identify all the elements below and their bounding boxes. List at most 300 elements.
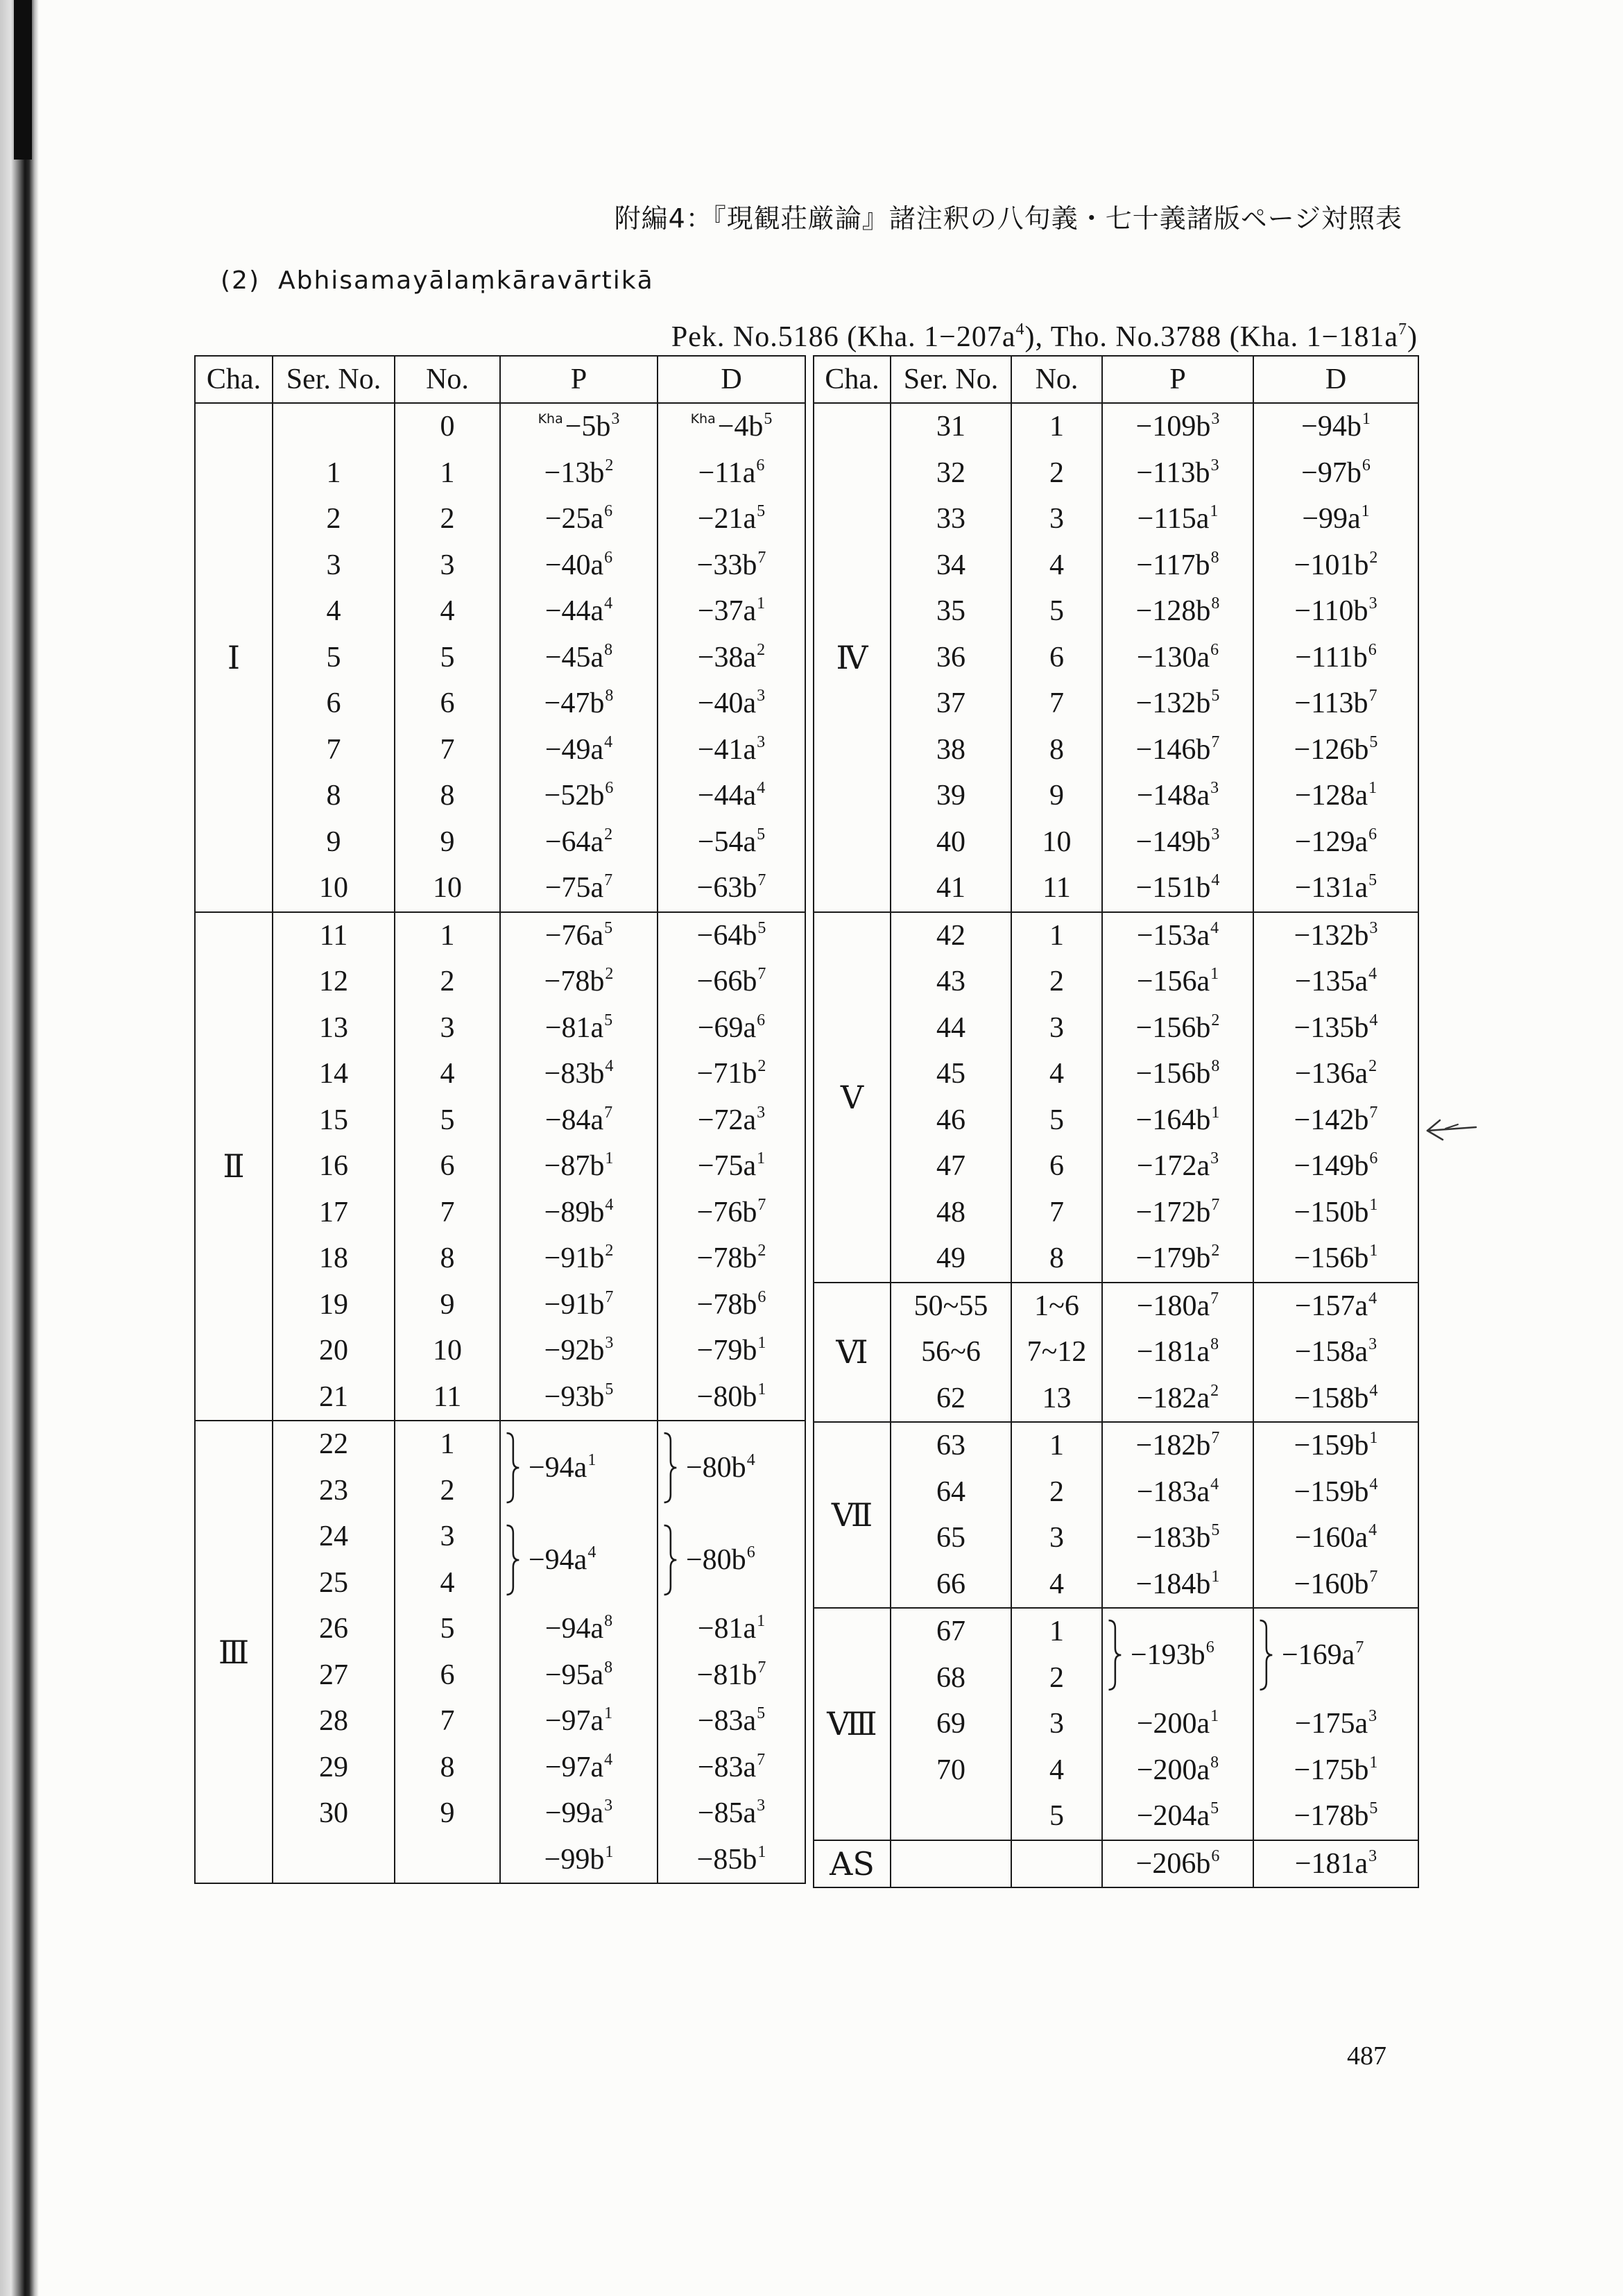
right-table-body [814,403,1418,1887]
table-row [814,1097,1418,1144]
number-cell: 9 [395,819,500,866]
page-reference [1294,1012,1378,1044]
peking-page-cell [1102,959,1253,1005]
page-reference [545,1104,612,1136]
table-row [195,1698,805,1745]
page-reference [686,1450,755,1484]
peking-page-cell [1102,1235,1253,1283]
table-row [814,865,1418,912]
page-reference-value: −92b [544,1335,605,1367]
table-row [195,1374,805,1421]
peking-page-cell [1102,635,1253,681]
running-title: 附編4：『現観荘厳論』諸注釈の八句義・七十義諸版ページ対照表 [614,203,1402,234]
page-reference [698,1705,765,1737]
derge-page-cell [658,1837,805,1884]
right-brace-icon [1258,1616,1273,1694]
table-row [814,588,1418,635]
page-reference-value: −85b [696,1843,757,1876]
line-number-superscript: 6 [1210,640,1219,659]
peking-page-cell [1102,1283,1253,1330]
page-number: 487 [1347,2041,1386,2071]
peking-page-cell [500,1837,658,1884]
derge-page-cell [1253,1097,1418,1144]
page-reference-value: −41a [697,733,757,766]
line-number-superscript: 1 [757,1149,766,1168]
serial-number-cell: 70 [891,1747,1011,1794]
derge-page-cell [658,959,805,1005]
table-row [195,727,805,773]
column-header: Ser. No. [273,356,395,403]
serial-number-cell [891,1793,1011,1840]
page-reference-value: −142b [1294,1104,1369,1136]
page-reference [1295,872,1377,904]
table-row [195,542,805,589]
line-number-superscript: 4 [604,1750,613,1769]
peking-page-cell [500,680,658,727]
page-reference [544,1197,614,1228]
line-number-superscript: 3 [1210,779,1219,798]
number-cell: 1 [1011,912,1102,959]
derge-page-cell [658,1051,805,1097]
number-cell: 4 [1011,1051,1102,1097]
page-reference [544,1242,614,1274]
line-number-superscript: 2 [1211,1011,1220,1029]
page-reference [1137,642,1219,674]
page-reference [1295,966,1377,997]
column-header: Ser. No. [891,356,1011,403]
table-row [195,912,805,959]
page-reference [1295,826,1377,858]
number-cell: 2 [395,1468,500,1514]
section-heading [221,266,654,295]
line-number-superscript: 8 [604,1658,613,1677]
page-reference [545,595,612,627]
page-reference-value: −129a [1294,825,1368,858]
page-reference [1294,1382,1378,1414]
peking-page-cell [500,773,658,819]
line-number-superscript: 7 [1368,687,1377,705]
page-reference-value: −54a [697,825,757,858]
page-reference [544,1150,614,1182]
table-row [814,1469,1418,1516]
serial-number-cell: 5 [273,635,395,681]
derge-page-cell [658,1374,805,1421]
peking-page-cell [1102,1376,1253,1423]
page-reference-value: −94a [529,1543,587,1576]
number-cell: 10 [395,865,500,912]
page-reference [538,411,620,443]
serial-number-cell: 62 [891,1376,1011,1423]
line-number-superscript: 2 [605,965,614,984]
page-reference-value: −38a [697,641,757,674]
left-table [194,355,806,1884]
page-reference [698,734,765,766]
line-number-superscript: 1 [1211,1567,1220,1586]
page-reference [698,780,765,812]
serial-number-cell: 10 [273,865,395,912]
peking-page-cell [500,1005,658,1052]
column-header: Cha. [195,356,273,403]
line-number-superscript: 3 [1211,825,1220,843]
number-cell: 7 [395,1190,500,1236]
peking-page-cell [1102,1793,1253,1840]
page-reference-value: −83a [697,1705,757,1738]
line-number-superscript: 1 [1210,502,1219,521]
line-number-superscript: 7 [605,1287,614,1306]
peking-page-cell [1102,1190,1253,1236]
page-reference-value: −99a [544,1797,604,1830]
chapter-cell: Ⅷ [814,1608,891,1840]
serial-number-cell: 29 [273,1745,395,1791]
table-row [195,1097,805,1144]
page-reference [1294,1800,1378,1832]
serial-number-cell: 35 [891,588,1011,635]
line-number-superscript: 4 [1369,1475,1378,1493]
line-number-superscript: 3 [1368,594,1377,613]
page-reference-value: −94a [529,1451,587,1484]
serial-number-cell: 4 [273,588,395,635]
table-row [814,1793,1418,1840]
serial-number-cell: 12 [273,959,395,1005]
page-reference [544,1289,614,1321]
line-number-superscript: 2 [757,1057,766,1076]
derge-page-cell [1253,1329,1418,1376]
page-reference-value: −71b [696,1058,757,1090]
line-number-superscript: 2 [757,640,766,659]
line-number-superscript: 1 [1210,1707,1219,1726]
line-number-superscript: 7 [1211,1195,1220,1214]
left-table-header [195,356,805,403]
page-reference-value: −200a [1136,1754,1210,1786]
line-number-superscript: 2 [1368,1057,1377,1076]
braced-value [1254,1616,1418,1694]
page-reference [545,642,612,674]
derge-page-cell [1253,1747,1418,1794]
page-reference [698,687,765,719]
serial-number-cell: 44 [891,1005,1011,1052]
line-number-superscript: 3 [757,687,766,705]
derge-page-cell [658,1606,805,1652]
number-cell: 2 [1011,1469,1102,1516]
serial-number-cell: 34 [891,542,1011,589]
number-cell: 5 [1011,1793,1102,1840]
derge-page-cell [658,635,805,681]
serial-number-cell: 26 [273,1606,395,1652]
derge-page-cell [658,819,805,866]
edition-note [671,320,1418,354]
page-reference-value: −149b [1135,825,1211,858]
serial-number-cell: 65 [891,1515,1011,1561]
page-reference [1137,1382,1219,1414]
serial-number-cell: 41 [891,865,1011,912]
line-number-superscript: 6 [756,456,765,474]
line-number-superscript: 3 [1368,1707,1377,1726]
page-reference-value: −113b [1294,687,1368,720]
page-reference [1282,1640,1364,1670]
page-reference-value: −158b [1294,1382,1369,1414]
page-reference-value: −126b [1294,733,1369,766]
chapter-cell: AS [814,1840,891,1888]
chapter-cell: Ⅳ [814,403,891,912]
table-row [814,1143,1418,1190]
handwritten-arrow-mark [1422,1112,1479,1148]
page-reference-value: −151b [1135,872,1211,905]
line-number-superscript: 1 [1369,1753,1378,1772]
peking-page-cell [500,635,658,681]
peking-page-cell [1102,496,1253,542]
derge-page-cell [1253,542,1418,589]
line-number-superscript: 3 [605,1334,614,1353]
number-cell: 3 [395,542,500,589]
line-number-superscript: 4 [1368,965,1377,984]
line-number-superscript: 7 [1211,1429,1220,1448]
page-reference [545,734,612,766]
number-cell: 4 [395,1560,500,1607]
line-number-superscript: 4 [604,733,613,751]
peking-page-cell [1102,1701,1253,1747]
page-reference-value: −75a [697,1150,757,1183]
number-cell: 5 [1011,588,1102,635]
page-reference-value: −131a [1294,872,1368,905]
page-reference [1294,1242,1378,1274]
page-reference [1137,1150,1219,1182]
peking-page-cell [1102,1005,1253,1052]
page-reference [1136,457,1219,489]
page-reference [545,1751,612,1783]
derge-page-cell [658,1282,805,1328]
page-reference [697,1058,766,1090]
page-reference [1137,780,1219,812]
table-row [195,1421,805,1468]
line-number-superscript: 7 [1355,1638,1364,1656]
page-reference-value: −91b [544,1288,605,1321]
table-row [195,819,805,866]
peking-page-cell [1102,865,1253,912]
table-row [195,1606,805,1652]
peking-page-cell [500,1698,658,1745]
peking-page-cell [500,450,658,497]
serial-number-cell: 6 [273,680,395,727]
table-row [195,1143,805,1190]
page-reference [544,1335,614,1367]
page-reference [698,1150,765,1182]
line-number-superscript: 7 [757,1658,766,1677]
peking-page-cell [1102,727,1253,773]
derge-page-cell [1253,959,1418,1005]
serial-number-cell: 42 [891,912,1011,959]
page-reference-value: −110b [1294,595,1368,628]
line-number-superscript: 1 [1369,1429,1378,1448]
page-reference [544,1381,614,1413]
serial-number-cell: 25 [273,1560,395,1607]
table-row [195,1652,805,1699]
page-reference-value: −159b [1294,1430,1369,1462]
serial-number-cell: 36 [891,635,1011,681]
derge-page-cell [1253,496,1418,542]
page-reference-value: −44a [544,595,604,628]
number-cell: 3 [1011,1701,1102,1747]
number-cell: 4 [395,588,500,635]
page-reference [545,1613,612,1645]
page-reference [698,457,765,489]
header-row [195,356,805,403]
peking-page-cell [1102,1747,1253,1794]
header-row [814,356,1418,403]
serial-number-cell: 17 [273,1190,395,1236]
line-number-superscript: 7 [757,1750,766,1769]
line-number-superscript: 1 [587,1450,596,1469]
serial-number-cell: 7 [273,727,395,773]
page-reference [1301,411,1371,443]
page-reference-value: −115a [1137,503,1210,536]
peking-edition-text: Pek. No.5186 (Kha. 1−207a [671,321,1016,353]
number-cell: 8 [395,773,500,819]
line-number-superscript: 4 [1369,1011,1378,1029]
peking-page-cell [500,727,658,773]
page-reference-value: −64a [544,825,604,858]
derge-page-cell [658,496,805,542]
page-reference [1136,826,1220,858]
page-reference [698,1012,765,1044]
page-reference-value: −99a [1302,503,1361,536]
line-number-superscript: 3 [604,1797,613,1815]
table-row [814,727,1418,773]
chapter-cell: Ⅴ [814,912,891,1283]
table-row [814,1515,1418,1561]
line-number-superscript: 7 [1210,1289,1219,1308]
page-reference-value: −111b [1295,641,1368,674]
serial-number-cell: 19 [273,1282,395,1328]
braced-value [658,1429,805,1507]
derge-page-cell [1253,1793,1418,1840]
table-row [814,1608,1418,1655]
page-reference-value: −97a [544,1751,604,1783]
right-brace-icon [505,1429,520,1507]
page-reference [1136,1848,1220,1880]
page-reference [1294,549,1378,581]
serial-number-cell: 13 [273,1005,395,1052]
page-reference-value: −83a [697,1751,757,1783]
number-cell: 1 [1011,1422,1102,1469]
line-number-superscript: 5 [1211,1521,1220,1540]
line-number-superscript: 8 [605,687,614,705]
line-number-superscript: 6 [1362,456,1371,474]
line-number-superscript: 2 [757,1242,766,1260]
serial-number-cell: 46 [891,1097,1011,1144]
number-cell: 5 [395,1606,500,1652]
serial-number-cell: 43 [891,959,1011,1005]
serial-number-cell: 23 [273,1468,395,1514]
line-number-superscript: 2 [1369,548,1378,567]
peking-page-cell [500,1374,658,1421]
line-number-superscript: 4 [605,1057,614,1076]
line-number-superscript: 2 [1211,1242,1220,1260]
serial-number-cell: 27 [273,1652,395,1699]
serial-number-cell: 39 [891,773,1011,819]
page-reference-value: −37a [697,595,757,628]
braced-value [501,1429,657,1507]
tohoku-edition-text: ), Tho. No.3788 (Kha. 1−181a [1024,321,1398,353]
derge-page-cell [1253,1005,1418,1052]
page-reference [1137,1708,1219,1740]
page-reference [1136,1430,1220,1462]
table-row [814,1329,1418,1376]
derge-page-cell [658,1097,805,1144]
derge-page-cell [658,865,805,912]
line-number-superscript: 6 [1205,1638,1214,1656]
page-reference-value: −172b [1135,1196,1211,1228]
page-reference [697,1659,766,1691]
line-number-superscript: 6 [1368,640,1377,659]
page-reference-value: −95a [544,1659,604,1691]
derge-page-cell [1253,1235,1418,1283]
derge-page-cell [1253,865,1418,912]
column-header: No. [1011,356,1102,403]
number-cell: 7 [395,1698,500,1745]
page-reference-value: −160a [1294,1522,1368,1554]
table-row [195,1282,805,1328]
page-reference-value: −156a [1136,966,1210,998]
peking-page-cell [1102,1515,1253,1561]
serial-number-cell: 18 [273,1235,395,1282]
table-row [814,680,1418,727]
table-row [814,1561,1418,1609]
number-cell [395,1837,500,1884]
page-reference-value: −181a [1294,1847,1368,1880]
number-cell: 4 [1011,1747,1102,1794]
page-reference [544,1844,614,1876]
peking-page-cell [1102,450,1253,497]
table-row [195,1235,805,1282]
number-cell: 2 [1011,1655,1102,1702]
page-reference [1294,687,1377,719]
serial-number-cell: 15 [273,1097,395,1144]
page-reference-value: −183b [1135,1522,1211,1554]
braced-value [1103,1616,1253,1694]
page-reference [1294,1476,1378,1508]
page-reference-value: −153a [1136,919,1210,952]
page-reference [1302,503,1369,535]
page-reference [1294,734,1378,766]
page-reference [544,687,614,719]
page-reference-value: −156b [1135,1058,1211,1090]
page-reference [1137,966,1219,997]
derge-page-cell [1253,912,1418,959]
serial-number-cell [273,1837,395,1884]
peking-page-cell [1102,1097,1253,1144]
line-number-superscript: 6 [604,548,613,567]
page-reference [1136,687,1220,719]
peking-page-cell [500,1282,658,1328]
page-reference-value: −87b [544,1150,605,1183]
number-cell: 9 [395,1790,500,1837]
page-reference-value: −113b [1136,456,1210,489]
number-cell: 3 [395,1005,500,1052]
page-reference-value: −45a [544,641,604,674]
line-number-superscript: 6 [1369,1149,1378,1168]
line-number-superscript: 2 [1210,1381,1219,1400]
line-number-superscript: 7 [757,548,766,567]
page-reference [1294,1197,1378,1228]
number-cell: 9 [395,1282,500,1328]
serial-number-cell: 68 [891,1655,1011,1702]
number-cell: 8 [1011,727,1102,773]
serial-number-cell [891,1840,1011,1888]
page-reference-value: −97b [1301,456,1362,489]
table-row [814,403,1418,450]
page-reference-value: −81a [697,1613,757,1645]
page-reference [697,1844,766,1876]
